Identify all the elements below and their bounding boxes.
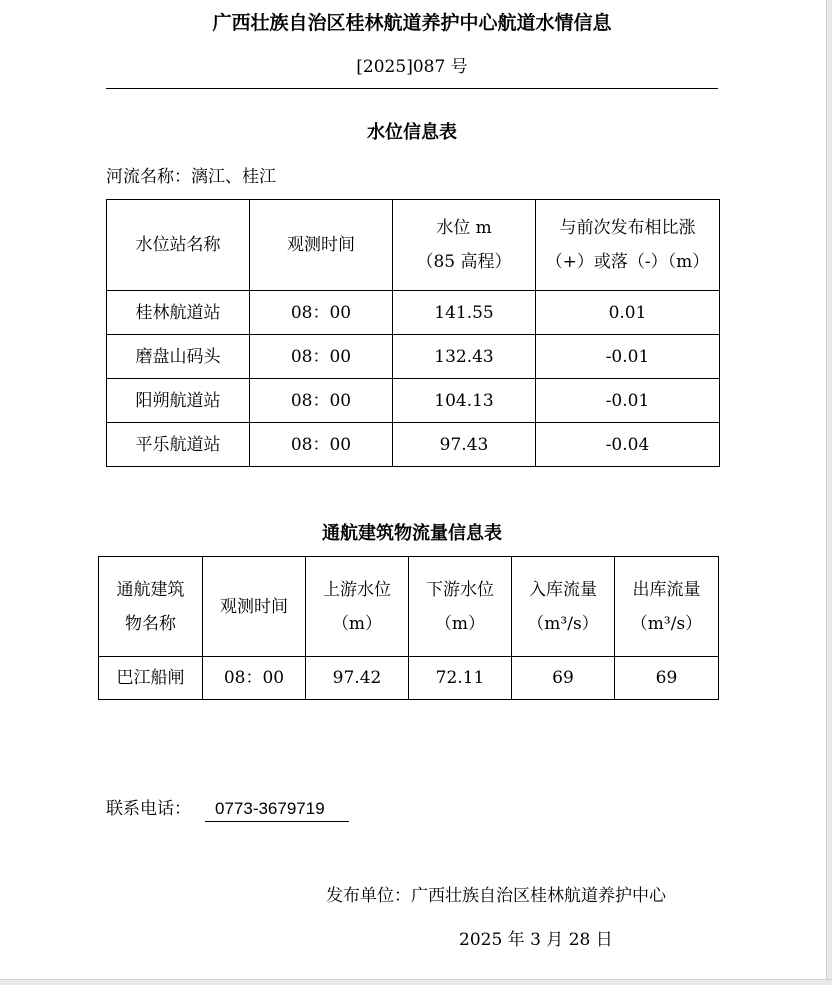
river-name-label: 河流名称：漓江、桂江 xyxy=(106,167,276,187)
water-level-table-title: 水位信息表 xyxy=(367,122,457,143)
change-cell: -0.01 xyxy=(536,379,720,423)
header-structure-name xyxy=(99,557,203,657)
station-cell: 阳朔航道站 xyxy=(107,379,250,423)
page-edge-shadow xyxy=(826,0,832,985)
flow-table-title: 通航建筑物流量信息表 xyxy=(322,523,502,544)
time-cell: 08：00 xyxy=(250,335,393,379)
water-level-table xyxy=(106,199,720,467)
change-cell: 0.01 xyxy=(536,291,720,335)
header-downstream-line2: （m） xyxy=(434,613,486,634)
level-cell: 132.43 xyxy=(393,335,536,379)
table-header-row xyxy=(99,557,719,657)
header-level-line2: （85 高程） xyxy=(416,252,512,272)
station-cell: 磨盘山码头 xyxy=(107,335,250,379)
header-structure-name-line1: 通航建筑 xyxy=(116,579,185,600)
phone-label: 联系电话： xyxy=(106,799,191,819)
header-inflow xyxy=(512,557,615,657)
header-change xyxy=(536,200,720,291)
table-row xyxy=(107,291,720,335)
header-upstream-level xyxy=(306,557,409,657)
station-cell: 桂林航道站 xyxy=(107,291,250,335)
time-cell: 08：00 xyxy=(250,379,393,423)
station-cell: 平乐航道站 xyxy=(107,423,250,467)
level-cell: 97.43 xyxy=(393,423,536,467)
header-upstream-line1: 上游水位 xyxy=(323,579,391,600)
header-inflow-line2: （m³/s） xyxy=(527,613,599,634)
time-cell: 08：00 xyxy=(250,423,393,467)
header-time: 观测时间 xyxy=(250,200,393,291)
table-row xyxy=(107,423,720,467)
header-downstream-level xyxy=(409,557,512,657)
time-cell: 08：00 xyxy=(250,291,393,335)
header-change-line2: （+）或落（-）（m） xyxy=(545,252,710,272)
header-inflow-line1: 入库流量 xyxy=(529,579,597,600)
header-upstream-line2: （m） xyxy=(331,613,383,634)
header-level xyxy=(393,200,536,291)
document-title: 广西壮族自治区桂林航道养护中心航道水情信息 xyxy=(212,12,612,34)
flow-table xyxy=(98,556,719,700)
header-outflow-line2: （m³/s） xyxy=(630,613,703,634)
change-cell: -0.01 xyxy=(536,335,720,379)
level-cell: 141.55 xyxy=(393,291,536,335)
header-change-line1: 与前次发布相比涨 xyxy=(559,218,696,238)
downstream-cell: 72.11 xyxy=(409,657,512,700)
header-downstream-line1: 下游水位 xyxy=(426,579,494,600)
header-level-line1: 水位 m xyxy=(436,218,492,238)
structure-name-cell: 巴江船闸 xyxy=(99,657,203,700)
outflow-cell: 69 xyxy=(615,657,719,700)
table-header-row xyxy=(107,200,720,291)
issuing-unit: 发布单位：广西壮族自治区桂林航道养护中心 xyxy=(326,886,666,906)
level-cell: 104.13 xyxy=(393,379,536,423)
table-row xyxy=(107,379,720,423)
header-station: 水位站名称 xyxy=(107,200,250,291)
header-outflow-line1: 出库流量 xyxy=(632,579,701,600)
upstream-cell: 97.42 xyxy=(306,657,409,700)
issue-date: 2025 年 3 月 28 日 xyxy=(459,930,613,950)
table-row xyxy=(99,657,719,700)
page-edge-shadow-bottom xyxy=(0,979,832,985)
phone-number: 0773-3679719 xyxy=(205,797,349,822)
header-structure-name-line2: 物名称 xyxy=(125,613,176,634)
header-time: 观测时间 xyxy=(203,557,306,657)
header-outflow xyxy=(615,557,719,657)
time-cell: 08：00 xyxy=(203,657,306,700)
table-row xyxy=(107,335,720,379)
document-number: [2025]087 号 xyxy=(356,57,468,77)
inflow-cell: 69 xyxy=(512,657,615,700)
change-cell: -0.04 xyxy=(536,423,720,467)
header-divider xyxy=(106,88,718,89)
